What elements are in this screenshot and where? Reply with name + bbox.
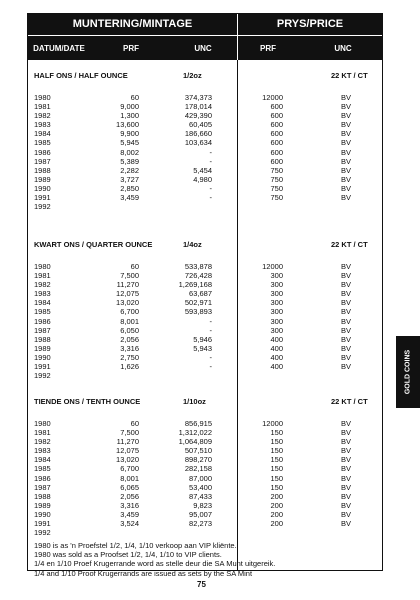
- unc-price-cell: BV: [341, 165, 352, 175]
- unc-price-cell: BV: [341, 193, 352, 203]
- year-cell: 1980: [34, 93, 51, 102]
- proof-price-cell: 300: [270, 307, 283, 317]
- proof-price-cell: 300: [270, 316, 283, 326]
- year-cell: 1985: [34, 464, 51, 474]
- proof-mintage-cell: 2,850: [120, 183, 139, 193]
- catalog-table-frame: [27, 13, 383, 578]
- col-date: DATUM/DATE: [33, 44, 85, 53]
- mintage-heading: MUNTERING/MINTAGE: [72, 18, 193, 30]
- table-row: [28, 166, 382, 175]
- proof-price-cell: 600: [270, 111, 283, 121]
- table-row: [28, 129, 382, 138]
- proof-price-cell: 400: [270, 334, 283, 344]
- proof-price-cell: 12000: [262, 262, 283, 271]
- year-cell: 1991: [34, 519, 51, 529]
- unc-price-cell: BV: [341, 491, 352, 501]
- proof-price-cell: 300: [270, 280, 283, 290]
- table-row: [28, 437, 382, 446]
- unc-price-cell: BV: [341, 307, 352, 317]
- proof-mintage-cell: 5,945: [120, 138, 139, 148]
- table-row: [28, 501, 382, 510]
- section-size: 1/10oz: [183, 397, 206, 406]
- year-cell: 1986: [34, 316, 51, 326]
- unc-mintage-cell: 374,373: [184, 93, 212, 102]
- unc-price-cell: BV: [341, 183, 352, 193]
- unc-mintage-cell: 186,660: [184, 129, 212, 139]
- proof-mintage-cell: 6,700: [120, 307, 139, 317]
- unc-price-cell: BV: [341, 93, 352, 102]
- side-tab: [396, 336, 420, 408]
- table-row: [28, 344, 382, 353]
- table-row: [28, 93, 382, 102]
- col-price-unc: UNC: [334, 44, 352, 53]
- unc-price-cell: BV: [341, 262, 352, 271]
- unc-mintage-cell: 87,000: [189, 473, 212, 483]
- unc-price-cell: BV: [341, 519, 352, 529]
- proof-mintage-cell: 13,020: [116, 298, 139, 308]
- unc-price-cell: BV: [341, 437, 352, 447]
- proof-price-cell: 750: [270, 165, 283, 175]
- year-cell: 1989: [34, 343, 51, 353]
- unc-mintage-cell: 5,943: [193, 343, 212, 353]
- proof-mintage-cell: 3,459: [120, 509, 139, 519]
- section-purity: 22 KT / CT: [331, 240, 368, 249]
- section-purity: 22 KT / CT: [331, 397, 368, 406]
- proof-mintage-cell: 60: [130, 419, 139, 428]
- proof-price-cell: 600: [270, 147, 283, 157]
- unc-price-cell: BV: [341, 500, 352, 510]
- proof-price-cell: 200: [270, 491, 283, 501]
- unc-price-cell: BV: [341, 325, 352, 335]
- proof-price-cell: 600: [270, 129, 283, 139]
- year-cell: 1984: [34, 129, 51, 139]
- proof-price-cell: 600: [270, 102, 283, 112]
- proof-mintage-cell: 6,700: [120, 464, 139, 474]
- unc-mintage-cell: 60,405: [189, 120, 212, 130]
- footnote: 1/4 en 1/10 Proef Krugerrande word as stelle deur die SA Munt uitgereik.: [34, 559, 276, 569]
- table-row: [28, 519, 382, 528]
- unc-price-cell: BV: [341, 482, 352, 492]
- table-row: [28, 262, 382, 271]
- proof-mintage-cell: 6,065: [120, 482, 139, 492]
- table-row: [28, 202, 382, 211]
- year-cell: 1988: [34, 165, 51, 175]
- unc-mintage-cell: 5,946: [193, 334, 212, 344]
- proof-mintage-cell: 6,050: [120, 325, 139, 335]
- table-row: [28, 362, 382, 371]
- footnotes: [34, 541, 275, 578]
- unc-mintage-cell: 103,634: [184, 138, 212, 148]
- proof-mintage-cell: 7,500: [120, 428, 139, 438]
- year-cell: 1988: [34, 491, 51, 501]
- proof-mintage-cell: 7,500: [120, 271, 139, 281]
- proof-price-cell: 750: [270, 174, 283, 184]
- proof-mintage-cell: 2,056: [120, 334, 139, 344]
- proof-price-cell: 300: [270, 298, 283, 308]
- unc-mintage-cell: -: [209, 193, 212, 203]
- proof-mintage-cell: 3,316: [120, 500, 139, 510]
- proof-mintage-cell: 5,389: [120, 156, 139, 166]
- table-row: [28, 483, 382, 492]
- proof-price-cell: 300: [270, 325, 283, 335]
- year-cell: 1984: [34, 298, 51, 308]
- proof-price-cell: 200: [270, 509, 283, 519]
- table-row: [28, 193, 382, 202]
- proof-price-cell: 750: [270, 183, 283, 193]
- unc-mintage-cell: 856,915: [184, 419, 212, 428]
- proof-price-cell: 750: [270, 193, 283, 203]
- proof-price-cell: 150: [270, 482, 283, 492]
- section-title: TIENDE ONS / TENTH OUNCE: [34, 397, 141, 406]
- year-cell: 1992: [34, 371, 51, 381]
- table-row: [28, 111, 382, 120]
- mintage-table: [28, 419, 382, 537]
- unc-mintage-cell: -: [209, 147, 212, 157]
- year-cell: 1982: [34, 111, 51, 121]
- section-title: KWART ONS / QUARTER OUNCE: [34, 240, 153, 249]
- year-cell: 1982: [34, 280, 51, 290]
- table-row: [28, 492, 382, 501]
- table-row: [28, 353, 382, 362]
- year-cell: 1984: [34, 455, 51, 465]
- table-row: [28, 446, 382, 455]
- proof-mintage-cell: 3,524: [120, 519, 139, 529]
- year-cell: 1986: [34, 147, 51, 157]
- proof-mintage-cell: 13,600: [116, 120, 139, 130]
- top-header-bar: [28, 14, 382, 35]
- table-row: [28, 175, 382, 184]
- proof-mintage-cell: 11,270: [116, 280, 139, 290]
- unc-mintage-cell: 5,454: [193, 165, 212, 175]
- year-cell: 1983: [34, 289, 51, 299]
- year-cell: 1992: [34, 528, 51, 538]
- proof-mintage-cell: 1,300: [120, 111, 139, 121]
- table-row: [28, 289, 382, 298]
- year-cell: 1982: [34, 437, 51, 447]
- unc-mintage-cell: 9,823: [193, 500, 212, 510]
- year-cell: 1987: [34, 482, 51, 492]
- unc-price-cell: BV: [341, 271, 352, 281]
- unc-mintage-cell: 53,400: [189, 482, 212, 492]
- unc-price-cell: BV: [341, 316, 352, 326]
- table-row: [28, 138, 382, 147]
- unc-price-cell: BV: [341, 473, 352, 483]
- table-row: [28, 510, 382, 519]
- unc-price-cell: BV: [341, 455, 352, 465]
- unc-mintage-cell: 1,269,168: [178, 280, 212, 290]
- unc-mintage-cell: 593,893: [184, 307, 212, 317]
- price-heading: PRYS/PRICE: [276, 18, 344, 30]
- unc-mintage-cell: 63,687: [189, 289, 212, 299]
- proof-price-cell: 12000: [262, 93, 283, 102]
- table-row: [28, 317, 382, 326]
- table-row: [28, 428, 382, 437]
- year-cell: 1990: [34, 183, 51, 193]
- year-cell: 1987: [34, 156, 51, 166]
- unc-price-cell: BV: [341, 298, 352, 308]
- proof-price-cell: 300: [270, 289, 283, 299]
- unc-price-cell: BV: [341, 509, 352, 519]
- year-cell: 1990: [34, 509, 51, 519]
- unc-price-cell: BV: [341, 446, 352, 456]
- unc-mintage-cell: -: [209, 183, 212, 193]
- section-heading: [28, 71, 382, 83]
- proof-mintage-cell: 11,270: [116, 437, 139, 447]
- unc-mintage-cell: -: [209, 325, 212, 335]
- section-size: 1/2oz: [183, 71, 202, 80]
- col-unc: UNC: [194, 44, 212, 53]
- section-heading: [28, 397, 382, 409]
- proof-price-cell: 150: [270, 464, 283, 474]
- unc-price-cell: BV: [341, 343, 352, 353]
- column-header-bar: [28, 36, 382, 60]
- year-cell: 1991: [34, 193, 51, 203]
- unc-price-cell: BV: [341, 362, 352, 372]
- proof-price-cell: 200: [270, 519, 283, 529]
- unc-mintage-cell: -: [209, 316, 212, 326]
- proof-price-cell: 400: [270, 343, 283, 353]
- unc-price-cell: BV: [341, 334, 352, 344]
- table-row: [28, 298, 382, 307]
- unc-price-cell: BV: [341, 428, 352, 438]
- year-cell: 1989: [34, 174, 51, 184]
- page-number: 75: [197, 580, 206, 589]
- proof-mintage-cell: 60: [130, 93, 139, 102]
- mintage-table: [28, 93, 382, 211]
- year-cell: 1985: [34, 138, 51, 148]
- proof-mintage-cell: 3,727: [120, 174, 139, 184]
- unc-price-cell: BV: [341, 147, 352, 157]
- year-cell: 1985: [34, 307, 51, 317]
- proof-mintage-cell: 3,316: [120, 343, 139, 353]
- proof-price-cell: 600: [270, 156, 283, 166]
- table-row: [28, 335, 382, 344]
- header-divider: [237, 14, 238, 60]
- proof-price-cell: 150: [270, 455, 283, 465]
- table-row: [28, 102, 382, 111]
- section-heading: [28, 240, 382, 252]
- unc-mintage-cell: 4,980: [193, 174, 212, 184]
- section-title: HALF ONS / HALF OUNCE: [34, 71, 128, 80]
- year-cell: 1981: [34, 428, 51, 438]
- proof-mintage-cell: 2,282: [120, 165, 139, 175]
- year-cell: 1980: [34, 262, 51, 271]
- unc-mintage-cell: 178,014: [184, 102, 212, 112]
- proof-mintage-cell: 3,459: [120, 193, 139, 203]
- unc-mintage-cell: 1,312,022: [178, 428, 212, 438]
- proof-mintage-cell: 9,000: [120, 102, 139, 112]
- proof-price-cell: 12000: [262, 419, 283, 428]
- proof-mintage-cell: 8,001: [120, 316, 139, 326]
- proof-mintage-cell: 2,056: [120, 491, 139, 501]
- table-row: [28, 326, 382, 335]
- proof-price-cell: 400: [270, 362, 283, 372]
- col-prf: PRF: [123, 44, 139, 53]
- unc-mintage-cell: -: [209, 352, 212, 362]
- table-row: [28, 371, 382, 380]
- unc-mintage-cell: 533,878: [184, 262, 212, 271]
- unc-price-cell: BV: [341, 280, 352, 290]
- unc-mintage-cell: 282,158: [184, 464, 212, 474]
- unc-price-cell: BV: [341, 352, 352, 362]
- unc-mintage-cell: 507,510: [184, 446, 212, 456]
- proof-mintage-cell: 12,075: [116, 446, 139, 456]
- unc-price-cell: BV: [341, 129, 352, 139]
- proof-mintage-cell: 12,075: [116, 289, 139, 299]
- unc-price-cell: BV: [341, 464, 352, 474]
- year-cell: 1988: [34, 334, 51, 344]
- proof-price-cell: 600: [270, 138, 283, 148]
- proof-price-cell: 150: [270, 428, 283, 438]
- proof-price-cell: 150: [270, 446, 283, 456]
- table-row: [28, 419, 382, 428]
- proof-price-cell: 600: [270, 120, 283, 130]
- section-size: 1/4oz: [183, 240, 202, 249]
- table-row: [28, 307, 382, 316]
- mintage-table: [28, 262, 382, 380]
- section-purity: 22 KT / CT: [331, 71, 368, 80]
- unc-price-cell: BV: [341, 174, 352, 184]
- year-cell: 1989: [34, 500, 51, 510]
- footnote: 1980 is as 'n Proefstel 1/2, 1/4, 1/10 verkoop aan VIP kliënte.: [34, 541, 237, 550]
- year-cell: 1992: [34, 202, 51, 212]
- footnote: 1/4 and 1/10 Proof Krugerrands are issued as sets by the SA Mint: [34, 568, 253, 578]
- table-row: [28, 184, 382, 193]
- proof-mintage-cell: 9,900: [120, 129, 139, 139]
- unc-price-cell: BV: [341, 138, 352, 148]
- year-cell: 1981: [34, 271, 51, 281]
- unc-mintage-cell: -: [209, 362, 212, 372]
- table-row: [28, 528, 382, 537]
- unc-mintage-cell: 502,971: [184, 298, 212, 308]
- unc-mintage-cell: 726,428: [184, 271, 212, 281]
- proof-mintage-cell: 1,626: [120, 362, 139, 372]
- proof-mintage-cell: 60: [130, 262, 139, 271]
- table-row: [28, 280, 382, 289]
- proof-price-cell: 150: [270, 473, 283, 483]
- proof-mintage-cell: 13,020: [116, 455, 139, 465]
- year-cell: 1986: [34, 473, 51, 483]
- side-tab-label: GOLD COINS: [404, 349, 412, 395]
- unc-mintage-cell: 898,270: [184, 455, 212, 465]
- unc-price-cell: BV: [341, 419, 352, 428]
- unc-mintage-cell: -: [209, 156, 212, 166]
- table-row: [28, 120, 382, 129]
- unc-mintage-cell: 95,007: [189, 509, 212, 519]
- footnote: 1980 was sold as a Proofset 1/2, 1/4, 1/10 to VIP clients.: [34, 550, 222, 560]
- year-cell: 1987: [34, 325, 51, 335]
- table-row: [28, 148, 382, 157]
- unc-mintage-cell: 1,064,809: [178, 437, 212, 447]
- unc-price-cell: BV: [341, 102, 352, 112]
- col-price-prf: PRF: [260, 44, 276, 53]
- proof-price-cell: 400: [270, 352, 283, 362]
- year-cell: 1990: [34, 352, 51, 362]
- unc-price-cell: BV: [341, 156, 352, 166]
- proof-price-cell: 300: [270, 271, 283, 281]
- proof-mintage-cell: 8,002: [120, 147, 139, 157]
- year-cell: 1983: [34, 120, 51, 130]
- proof-mintage-cell: 2,750: [120, 352, 139, 362]
- table-row: [28, 474, 382, 483]
- table-row: [28, 271, 382, 280]
- year-cell: 1981: [34, 102, 51, 112]
- proof-mintage-cell: 8,001: [120, 473, 139, 483]
- year-cell: 1991: [34, 362, 51, 372]
- table-row: [28, 464, 382, 473]
- year-cell: 1980: [34, 419, 51, 428]
- year-cell: 1983: [34, 446, 51, 456]
- table-row: [28, 157, 382, 166]
- proof-price-cell: 150: [270, 437, 283, 447]
- table-row: [28, 455, 382, 464]
- proof-price-cell: 200: [270, 500, 283, 510]
- unc-price-cell: BV: [341, 289, 352, 299]
- unc-mintage-cell: 429,390: [184, 111, 212, 121]
- unc-price-cell: BV: [341, 111, 352, 121]
- unc-mintage-cell: 82,273: [189, 519, 212, 529]
- unc-price-cell: BV: [341, 120, 352, 130]
- unc-mintage-cell: 87,433: [189, 491, 212, 501]
